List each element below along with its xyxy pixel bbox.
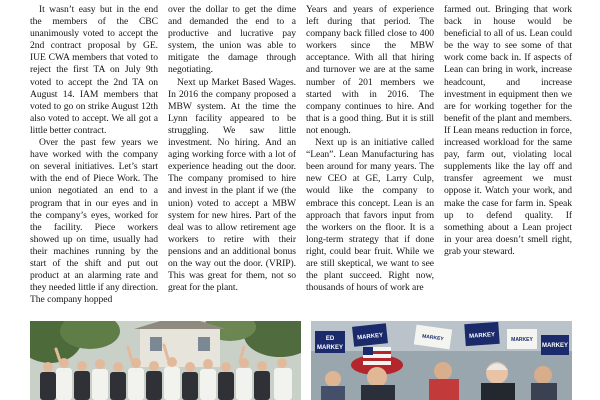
paragraph: Over the past few years we have worked with the company on several initiatives. Let’s start with the end of Piece Work. The union negotiated an end to a program that in our eyes and in the company’s eyes, worked for the facility. Piece workers showed up on time, usually had their machines running by the start of the shift and put out product at an alarming rate and they needed little if any direction. The company hopped [30,137,158,306]
sign-label: ED [325,336,335,342]
rally-photo-image [311,321,572,400]
group-photo-image [30,321,301,400]
sign-label: MARKEY [468,332,496,340]
rally-photo [311,321,572,400]
group-photo [30,321,301,400]
photo-strip [30,321,572,400]
paragraph: It wasn’t easy but in the end the members of the CBC unanimously voted to accept the 2nd contract proposal by GE. IUE CWA members that voted to reject the first TA on July 9th voted to accept the 2nd TA on August 14. IAM members that voted to go on strike August 12th also voted to accept. We all got a little better contract. [30,4,158,136]
article-body [30,4,572,316]
article-column-1 [30,4,158,316]
article-column-3 [306,4,434,316]
sign-label: MARKEY [511,337,533,343]
paragraph: over the dollar to get the dime and demanded the end to a productive and lucrative pay system, the union was able to mitigate the damage through negotiating. [168,4,296,76]
article-column-4 [444,4,572,316]
paragraph: Years and years of experience left during that period. The company back filled close to 400 workers since the MBW acceptance. With all that hiring and turnover we are at the same number of 201 members we started with in 2016. The company continues to hire. And that is a good thing. But it is still not enough. [306,4,434,136]
article-column-2 [168,4,296,316]
sign-label: MARKEY [316,345,344,351]
sign-label: MARKEY [356,332,384,342]
sign-label: MARKEY [421,333,445,343]
paragraph: farmed out. Bringing that work back in house would be beneficial to all of us. Lean could be the way to see some of that work come back in. If aspects of Lean can bring in work, increase headcount, and increase investment in equipment then we are for working together for the benefit of the plant and members. If Lean means reduction in force, increased workload for the same pay, farm out, violating local supplements like the lay off and transfer agreement we must oppose it. Watch your work, and make the case for farm in. Speak up to defend quality. If something about a Lean project in your area doesn’t smell right, grab your steward. [444,4,572,257]
paragraph: Next up is an initiative called “Lean”. Lean Manufacturing has been around for many years. The new CEO at GE, Larry Culp, would like the company to embrace this concept. Lean is an approach that favors input from the workers on the floor. It is a long-term strategy that if done right, could bear fruit. While we are still skeptical, we want to see the plant succeed. Right now, thousands of hours of work are [306,137,434,294]
sign-label: MARKEY [541,343,569,349]
paragraph: Next up Market Based Wages. In 2016 the company proposed a MBW system. At the time the Lynn facility appeared to be struggling. We saw little investment. No hiring. And an aging working force with a lot of experience heading out the door. The company promised to hire and invest in the plant if we (the union) voted to accept a MBW system for new hires. Part of the deal was to allow retirement age workers to retire with their pensions and an additional bonus on the way out the door. (VRIP). This was great for them, not so great for the plant. [168,76,296,294]
